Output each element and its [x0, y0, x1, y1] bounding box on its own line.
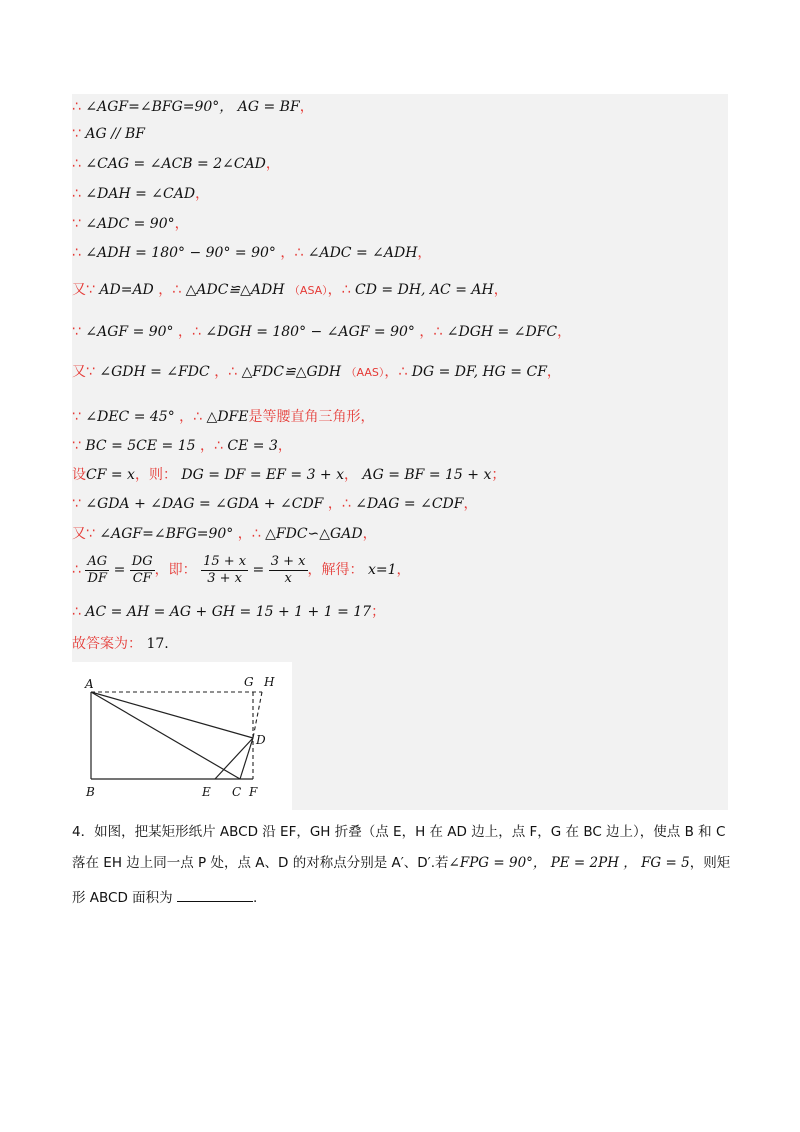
solution-line-15: ∴ $\frac{AG}{DF}$ = $\frac{DG}{CF}$ ，即： $\frac{15 + x}{3 + x}$ = $\frac{3 + x}{x}$ ，解得： x=1， [72, 553, 411, 586]
fraction-dg-cf: $\frac{DG}{CF}$ [131, 553, 153, 586]
solution-line-7: 又∵ AD=AD ，∴ △ADC≌△ADH （ASA），∴ CD = DH, AC = AH， [72, 282, 508, 298]
solution-line-4: ∴ ∠DAH = ∠CAD， [72, 186, 210, 202]
label-e: E [202, 785, 211, 799]
label-f: F [249, 785, 258, 799]
solution-line-8: ∵ ∠AGF = 90° ，∴ ∠DGH = 180° − ∠AGF = 90° ，∴ ∠DGH = ∠DFC， [72, 324, 572, 340]
label-c: C [232, 785, 242, 799]
question-line-3: 形 ABCD 面积为 . [72, 887, 257, 908]
solution-line-10: ∵ ∠DEC = 45° ，∴ △DFE是等腰直角三角形， [72, 409, 375, 425]
solution-line-1: ∴ ∠AGF=∠BFG=90°， AG = BF， [72, 99, 314, 115]
geometry-figure [72, 662, 292, 810]
solution-line-13: ∵ ∠GDA + ∠DAG = ∠GDA + ∠CDF ，∴ ∠DAG = ∠CDF， [72, 496, 478, 512]
label-b: B [86, 785, 95, 799]
label-d: D [256, 733, 266, 747]
label-a: A [85, 677, 94, 691]
answer-blank[interactable] [177, 887, 253, 902]
solution-line-14: 又∵ ∠AGF=∠BFG=90° ，∴ △FDC∽△GAD， [72, 526, 377, 542]
question-line-1: 4．如图，把某矩形纸片 ABCD 沿 EF，GH 折叠（点 E，H 在 AD 边上，点 F，G 在 BC 边上），使点 B 和 C [72, 824, 726, 840]
solution-line-2: ∵ AG // BF [72, 126, 146, 142]
label-g: G [244, 675, 254, 689]
fraction-15x-3x: $\frac{15 + x}{3 + x}$ [203, 553, 247, 586]
solution-line-5: ∵ ∠ADC = 90°， [72, 216, 189, 232]
solution-line-12: 设CF = x，则： DG = DF = EF = 3 + x， AG = BF = 15 + x； [72, 467, 506, 483]
solution-line-9: 又∵ ∠GDH = ∠FDC ，∴ △FDC≌△GDH （AAS），∴ DG = DF, HG = CF， [72, 364, 561, 380]
solution-line-6: ∴ ∠ADH = 180° − 90° = 90° ，∴ ∠ADC = ∠ADH， [72, 245, 432, 261]
solution-line-16: ∴ AC = AH = AG + GH = 15 + 1 + 1 = 17； [72, 604, 386, 620]
solution-line-3: ∴ ∠CAG = ∠ACB = 2∠CAD， [72, 156, 280, 172]
solution-line-11: ∵ BC = 5CE = 15 ，∴ CE = 3， [72, 438, 292, 454]
label-h: H [264, 675, 275, 689]
question-line-2: 落在 EH 边上同一点 P 处，点 A、D 的对称点分别是 A′、D′.若∠FPG = 90°， PE = 2PH ， FG = 5，则矩 [72, 855, 731, 871]
fraction-ag-df: $\frac{AG}{DF}$ [87, 553, 108, 586]
answer-line: 故答案为： 17. [72, 636, 169, 652]
fraction-3x-x: $\frac{3 + x}{x}$ [270, 553, 306, 586]
